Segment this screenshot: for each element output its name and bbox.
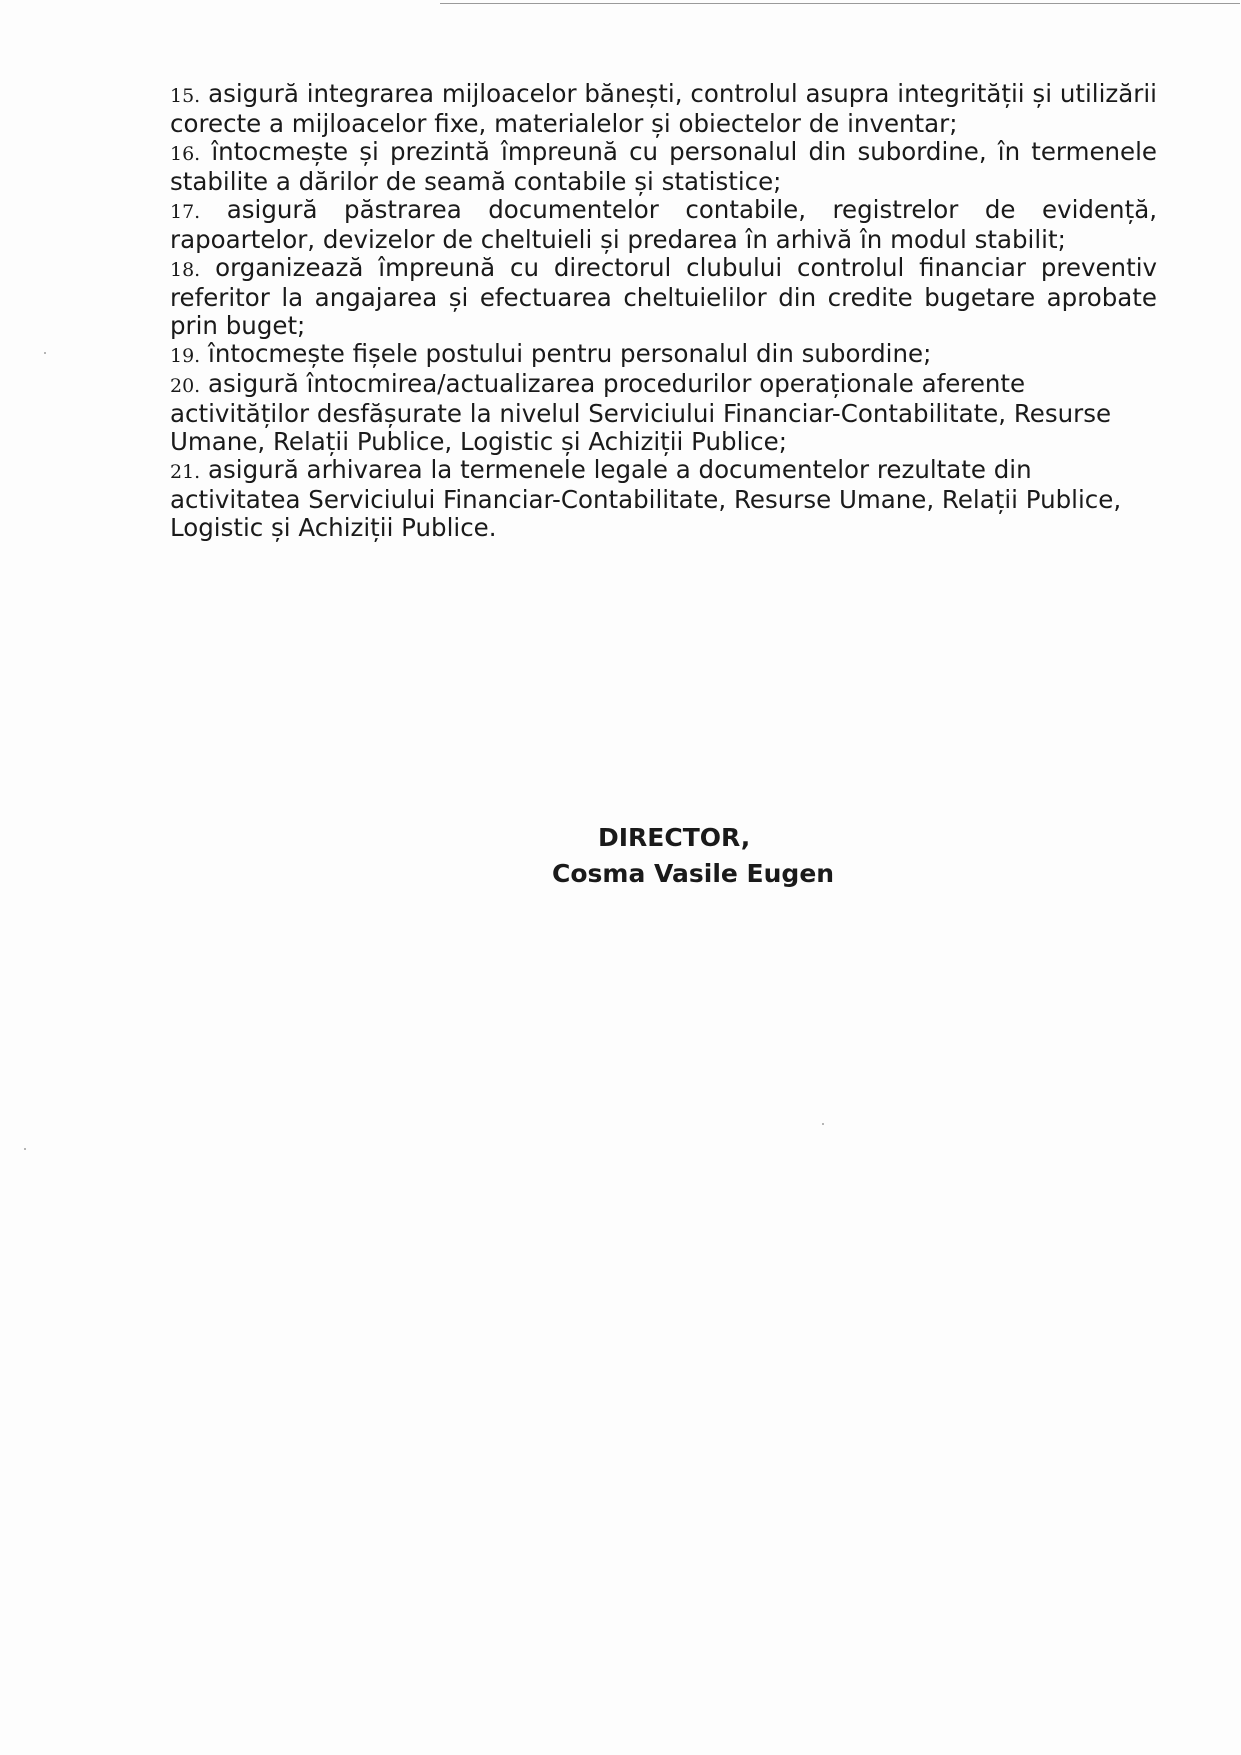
item-number: 15.	[170, 85, 201, 107]
list-item	[170, 370, 1157, 456]
item-text: întocmește fișele postului pentru personalul din subordine;	[208, 339, 932, 368]
signature-block	[500, 820, 860, 892]
list-item	[170, 138, 1157, 196]
item-number: 18.	[170, 259, 201, 281]
item-text: asigură arhivarea la termenele legale a documentelor rezultate din activitatea Serviciului Financiar-Contabilitate, Resurse Umane, Relații Publice, Logistic și Achiziții Publice.	[170, 455, 1122, 542]
signatory-name: Cosma Vasile Eugen	[552, 859, 835, 888]
list-item	[170, 340, 1157, 370]
list-item	[170, 456, 1157, 542]
item-number: 20.	[170, 375, 201, 397]
item-text: întocmește și prezintă împreună cu personalul din subordine, în termenele stabilite a dărilor de seamă contabile și statistice;	[170, 137, 1157, 196]
item-text: asigură întocmirea/actualizarea procedurilor operaționale aferente activităților desfășurate la nivelul Serviciului Financiar-Contabilitate, Resurse Umane, Relații Publice, Logistic și Achiziții Publice;	[170, 369, 1112, 456]
item-number: 16.	[170, 143, 201, 165]
scan-speck	[44, 352, 46, 354]
scan-speck	[822, 1123, 824, 1125]
list-item	[170, 254, 1157, 340]
item-text: asigură păstrarea documentelor contabile, registrelor de evidență, rapoartelor, devizelor de cheltuieli și predarea în arhivă în modul stabilit;	[170, 195, 1157, 254]
list-item	[170, 80, 1157, 138]
signatory-title: DIRECTOR,	[598, 823, 751, 852]
item-text: asigură integrarea mijloacelor bănești, controlul asupra integrității și utilizării corecte a mijloacelor fixe, materialelor și obiectelor de inventar;	[170, 79, 1157, 138]
duties-list	[170, 80, 1157, 542]
scan-speck	[24, 1148, 26, 1150]
item-number: 19.	[170, 345, 201, 367]
item-text: organizează împreună cu directorul clubului controlul financiar preventiv referitor la angajarea și efectuarea cheltuielilor din credite bugetare aprobate prin buget;	[170, 253, 1158, 340]
list-item	[170, 196, 1157, 254]
item-number: 17.	[170, 201, 201, 223]
item-number: 21.	[170, 461, 201, 483]
scan-edge-line	[440, 3, 1240, 4]
